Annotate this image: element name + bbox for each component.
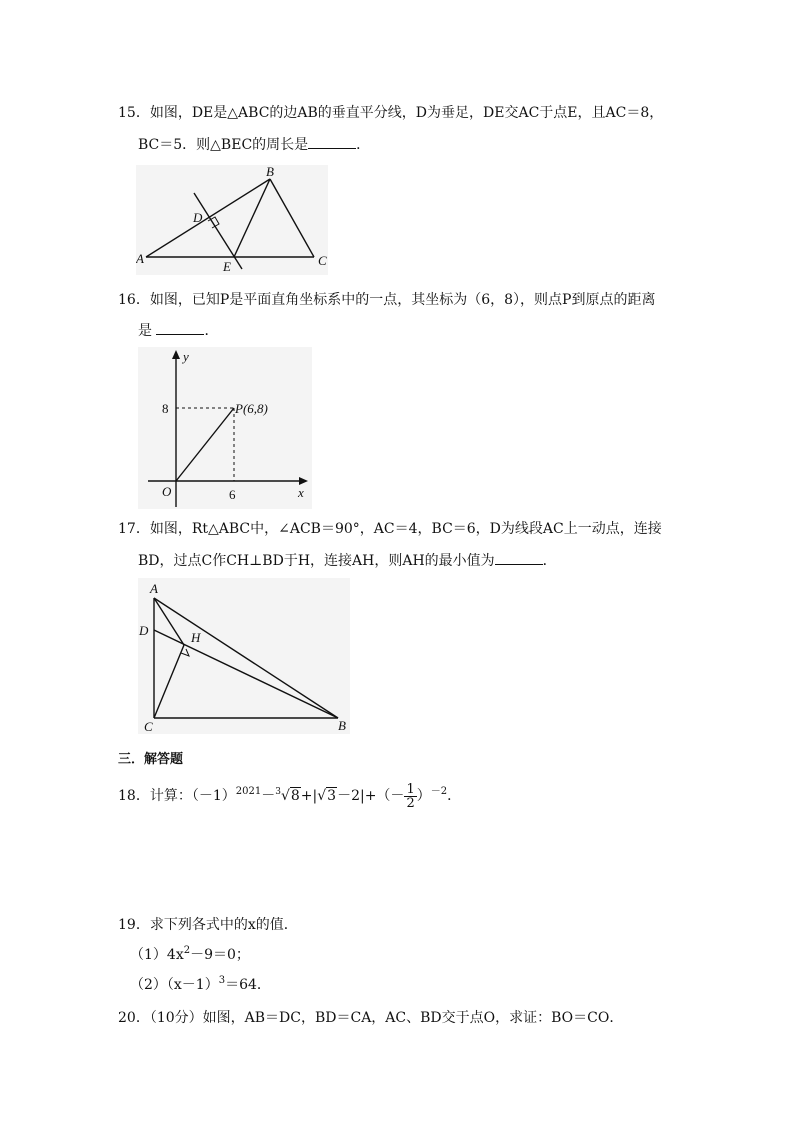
- q15-line1: [118, 103, 663, 123]
- q18-frac-denominator: 2: [406, 795, 415, 811]
- q17-line1: [118, 519, 662, 539]
- q15-line2: [138, 134, 370, 155]
- q15-text-1: 如图，DE是△ABC的边AB的垂直平分线，D为垂足，DE交AC于点E，且AC＝8，: [149, 105, 664, 121]
- q17-label-H: H: [191, 630, 201, 645]
- section-3-heading: 三．解答题: [118, 752, 184, 767]
- q17-label-A: A: [150, 581, 158, 596]
- q15-label-E: E: [223, 259, 231, 274]
- q15-figure-bg: [136, 165, 328, 275]
- q17-figure: [138, 578, 350, 734]
- q15-label-C: C: [318, 253, 327, 268]
- q19-item2-prefix: （2）（x－1）: [130, 977, 219, 993]
- q16-line2: [138, 320, 218, 341]
- q19-text: 求下列各式中的x的值．: [149, 917, 298, 933]
- q19-item1-exponent: 2: [183, 945, 191, 956]
- q16-text-2: 是: [138, 323, 152, 339]
- q19-item1-prefix: （1）4x: [130, 947, 184, 963]
- q19-item2-exponent: 3: [218, 975, 226, 986]
- q19-item1-suffix: －9＝0；: [190, 947, 250, 963]
- q18-minus: －: [261, 788, 276, 804]
- q20-text: （10分）如图，AB＝DC，BD＝CA，AC、BD交于点O，求证：BO＝CO．: [149, 1010, 624, 1026]
- q18-line: [118, 782, 461, 812]
- q16-number: 16．: [118, 292, 150, 308]
- q16-figure: [138, 347, 312, 509]
- q18-prefix: 计算：（－1）: [149, 788, 236, 804]
- q18-frac-numerator: 1: [406, 781, 415, 797]
- q18-exponent-2021: 2021: [235, 786, 262, 797]
- q20-line: [118, 1008, 623, 1028]
- q19-item2-suffix: ＝64．: [225, 977, 271, 993]
- q18-period: ．: [447, 788, 462, 804]
- q18-fraction: [404, 783, 416, 810]
- q15-label-A: A: [136, 251, 144, 266]
- q15-text-2: BC＝5．则△BEC的周长是: [138, 137, 309, 153]
- q18-exponent-neg2: －2: [430, 786, 448, 797]
- q19-item-2: [130, 975, 271, 997]
- q18-cbrt-radicand: 8: [290, 788, 300, 804]
- q17-text-1: 如图，Rt△ABC中，∠ACB＝90°，AC＝4，BC＝6，D为线段AC上一动点，连接: [149, 521, 662, 537]
- q15-period: ．: [356, 137, 371, 153]
- q18-sqrt-radicand: 3: [327, 788, 337, 804]
- q16-tick-6: 6: [229, 487, 236, 502]
- q17-line2: [138, 550, 557, 571]
- q15-number: 15．: [118, 105, 150, 121]
- q15-figure: [136, 165, 328, 275]
- q19-line: [118, 915, 298, 935]
- q18-sqrt-sign: √: [317, 788, 327, 804]
- q16-label-P: P(6,8): [235, 401, 268, 416]
- q16-answer-blank: [156, 320, 204, 335]
- q17-text-2: BD，过点C作CH⊥BD于H，连接AH，则AH的最小值为: [138, 553, 495, 569]
- q17-label-C: C: [144, 719, 153, 734]
- q16-label-origin: O: [162, 484, 172, 499]
- q18-part4: －2|+（－: [337, 788, 405, 804]
- q18-cbrt-index: 3: [275, 787, 281, 797]
- q16-line1: [118, 290, 655, 310]
- q19-item-1: [130, 945, 250, 967]
- q20-number: 20．: [118, 1010, 150, 1026]
- q15-label-B: B: [266, 165, 274, 179]
- q17-number: 17．: [118, 521, 150, 537]
- q15-label-D: D: [193, 210, 203, 225]
- q17-label-D: D: [139, 623, 149, 638]
- q16-text-1: 如图，已知P是平面直角坐标系中的一点，其坐标为（6，8），则点P到原点的距离: [149, 292, 656, 308]
- q18-radical-sign: √: [280, 788, 290, 804]
- q17-answer-blank: [495, 550, 543, 565]
- q16-period: ．: [204, 323, 219, 339]
- q19-number: 19．: [118, 917, 150, 933]
- q18-paren-close: ）: [416, 788, 431, 804]
- q18-abs-open: +|: [300, 788, 318, 804]
- q15-answer-blank: [308, 134, 356, 149]
- q18-number: 18．: [118, 788, 150, 804]
- q16-label-x: x: [298, 485, 304, 500]
- q16-label-y: y: [183, 349, 189, 364]
- q17-period: ．: [542, 553, 557, 569]
- q16-tick-8: 8: [162, 401, 169, 416]
- q17-label-B: B: [338, 718, 346, 733]
